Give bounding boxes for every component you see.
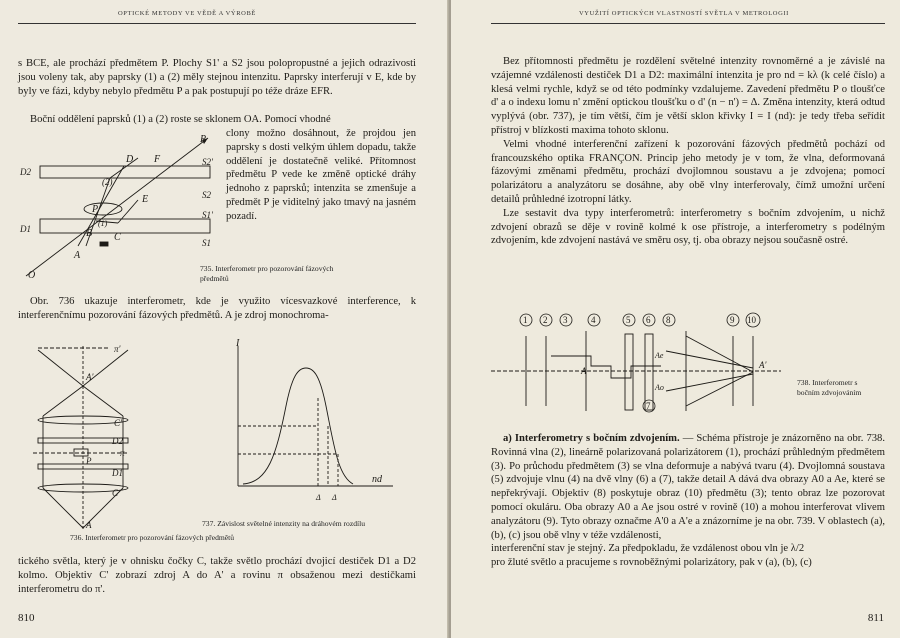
ray-lower-738 [666,374,753,391]
fig735-label-b: B [86,228,93,239]
fig738-label-ae: Ae [655,351,664,360]
left-paragraph-split-2: clony možno dosáhnout, že projdou jen paprsky s dosti velkým úhlem dopadu, takže oddělení je dostatečně veliké. Přítomnost předmětu P vede ke změně optické dráhy jednoho z paprsků; intenzita se zmenšuje a předmět P je viditelný jako tmavý na jasném pozadí. [226,128,416,222]
fig736-label-d1: D1 [112,468,123,478]
right-header-rule [491,23,885,24]
fig738-label-1: 1 [523,315,528,325]
fig736-label-c: C [112,488,119,498]
right-paragraph-1: Bez přítomnosti předmětu je rozdělení světelné intenzity rovnoměrné a je závislé na vzájemné vzdálenosti destiček D1 a D2: maximální intenzita je pro nd = kλ (k celé číslo) a klesá velmi rychle, když se od této podmínky vzdalujeme. Zavedení předmětu P o tloušťce d' a o indexu lomu n' změní optickou tloušťku o d' (n − n') = Δ. Změna intenzity, která odtud vyplývá (obr. 737), je tím větší, čím je větší sklon křivky I = I (nd): je tedy třeba seřídit přístroj v blízkosti maxima tohoto sklonu. [491,56,885,136]
object-p-736 [74,449,88,456]
right-paragraph-2: Velmi vhodné interferenční zařízení k pozorování fázových předmětů pochází od francouzského optika FRANÇON. Princip jeho metody je v tom, že vlna, deformovaná fázovými změnami předmětu, prochází dvojlomnou soustavu a je zdvojena; pomocí polarizátoru a analyzátoru se dosáhne, aby obě vlny interferovaly, čímž umožní určení detailů průhledné izotropní látky. [491,138,885,205]
fig735-label-s1: S1 [202,238,211,248]
ray-bottom-738 [686,372,753,406]
fig737-label-nd: nd [372,474,382,485]
left-page-number: 810 [18,612,35,624]
fig738-label-8: 8 [666,315,671,325]
fig735-label-p: P [92,204,99,215]
object-marker [100,242,108,246]
plate-d1 [40,219,210,233]
right-page-number: 811 [867,612,884,624]
element-6 [645,334,653,410]
fig738-label-4: 4 [591,315,596,325]
fig738-label-10: 10 [747,315,756,325]
left-header-rule [18,23,416,24]
wavefront-4 [551,356,661,378]
ray-top-738 [686,336,753,372]
fig738-label-ao: Ao [655,383,664,392]
element-5 [625,334,633,410]
fig735-label-f: F [154,154,161,165]
fig736-label-a-prime: A' [86,372,94,382]
fig735-caption: 735. Interferometr pro pozorování fázových předmětů [200,264,334,283]
left-running-header: OPTICKÉ METODY VE VĚDĚ A VÝROBĚ [118,10,256,17]
left-paragraph-top: s BCE, ale prochází předmětem P. Plochy S1' a S2 jsou polopropustné a jejich odrazivosti jsou voleny tak, aby paprsky (1) a (2) měly stejnou intenzitu. Paprsky interferují v E, kde by byly ve fázi, kdyby nebylo předmětu P a pak postupují po téže dráze EFR. [18,58,416,97]
figure-738-diagram [491,306,791,416]
fig735-label-s2: S2 [202,190,211,200]
fig738-label-a-prime: A' [759,360,767,370]
right-paragraph-5: interferenční stav je stejný. Za předpokladu, že vzdálenost obou vln je λ/2 [491,543,805,555]
fig735-label-s1p: S1' [202,210,213,220]
fig738-label-3: 3 [563,315,568,325]
fig735-label-1: (1) [98,219,108,228]
right-page [451,0,900,638]
fig735-label-d1: D1 [20,224,31,234]
fig738-label-6: 6 [646,315,651,325]
right-body-top [491,55,885,248]
ray-upper-left [38,350,83,386]
figure-737-chart [228,336,398,516]
fig736-caption: 736. Interferometr pro pozorování fázových předmětů [70,533,235,542]
figure-736-diagram [28,336,138,536]
object-p-ellipse [84,203,122,215]
figure-735-diagram [18,128,228,281]
right-section-a [491,432,885,570]
ray-oa-r [26,138,208,276]
fig736-label-pi-prime: π' [114,344,121,354]
fig737-label-delta-2: Δ [332,493,337,502]
right-paragraph-4: — Schéma přístroje je znázorněno na obr. 738. Rovinná vlna (2), lineárně polarizovaná polarizátorem (1), prochází průhledným předmětem (3). Po průchodu předmětem (3) se vlna deformuje a nabývá tvaru (4). Dvojlomná soustava (5) zdvojuje vlnu (4) na dvě vlny (6) a (7), takže detail A dává dva obrazy A0 a Ae, které se nepřekrývají. Objektiv (8) poskytuje obraz (10) předmětu (3); tento obraz lze pozorovat pomocí okuláru. Oba obrazy A0 a Ae jsou ostré v rovině (10) a mohou interferovat vlivem analyzátoru (9). Tyto obrazy označme A'0 a A'e a znázorníme je na obr. 739. V oblastech (a), (b), (c) jsou obě vlny v téže vzdálenosti, [491,433,886,541]
left-paragraph-736: Obr. 736 ukazuje interferometr, kde je využito vícesvazkové interference, k interferenčnímu pozorování fázových předmětů. A je zdroj monochroma- [18,296,416,321]
fig735-label-s2p: S2' [202,157,213,167]
fig738-label-5: 5 [626,315,631,325]
fig735-label-d2: D2 [20,167,31,177]
fig738-label-9: 9 [730,315,735,325]
right-paragraph-6: pro žluté světlo a pracujeme s rovnoběžnými polarizátory, pak v (a), (b), (c) [491,557,812,569]
fig738-label-2: 2 [543,315,548,325]
fig736-label-d2: D2 [112,436,123,446]
fig735-label-d: D [126,154,134,165]
fig736-label-c-prime: C' [114,418,122,428]
fig735-label-2: (2) [102,177,113,187]
fig737-caption: 737. Závislost světelné intenzity na dráhovém rozdílu [202,519,366,528]
fig738-label-7: 7 [646,401,651,411]
fig735-label-r: R [200,134,207,145]
right-running-header: VYUŽITÍ OPTICKÝCH VLASTNOSTÍ SVĚTLA V METROLOGII [579,10,789,17]
fig738-label-a: A [581,366,587,376]
left-paragraph-split-1: Boční oddělení paprsků (1) a (2) roste se sklonem OA. Pomocí vhodné [30,114,331,125]
fig736-label-a: A [86,520,92,530]
ray-mid-right [83,386,123,416]
fig735-label-e: E [142,194,149,205]
ray-lower-left [43,488,83,528]
fig737-label-i: I [236,338,240,349]
ray-df [110,158,138,178]
left-paragraph-bottom: tického světla, který je v ohnisku čočky C, takže světlo prochází dvojicí destiček D1 a D2 kolmo. Objektiv C' zobrazí zdroj A do A' a rovinu π obsaženou mezi destičkami interferometru do π'. [18,556,416,595]
fig736-label-pi: π [120,448,125,458]
section-heading-a: a) Interferometry s bočním zdvojením. [503,433,680,444]
fig736-label-p: P [86,456,92,466]
fig737-label-delta-1: Δ [316,493,321,502]
left-page [0,0,449,638]
fig738-caption: 738. Interferometr s bočním zdvojováním [797,378,862,397]
fig735-label-a: A [74,250,81,261]
ray-mid-left [43,386,83,416]
right-paragraph-3: Lze sestavit dva typy interferometrů: interferometry s bočním zdvojením, u nichž zdvojení obrazů se děje v rovině kolmé k ose přístroje, a interferometry s podélným zdvojením, kde zdvojení nastává ve směru osy, tj. oba obrazy nejsou současně ostré. [491,207,885,247]
fig735-label-o: O [28,270,36,281]
fig735-label-c: C [114,232,121,243]
